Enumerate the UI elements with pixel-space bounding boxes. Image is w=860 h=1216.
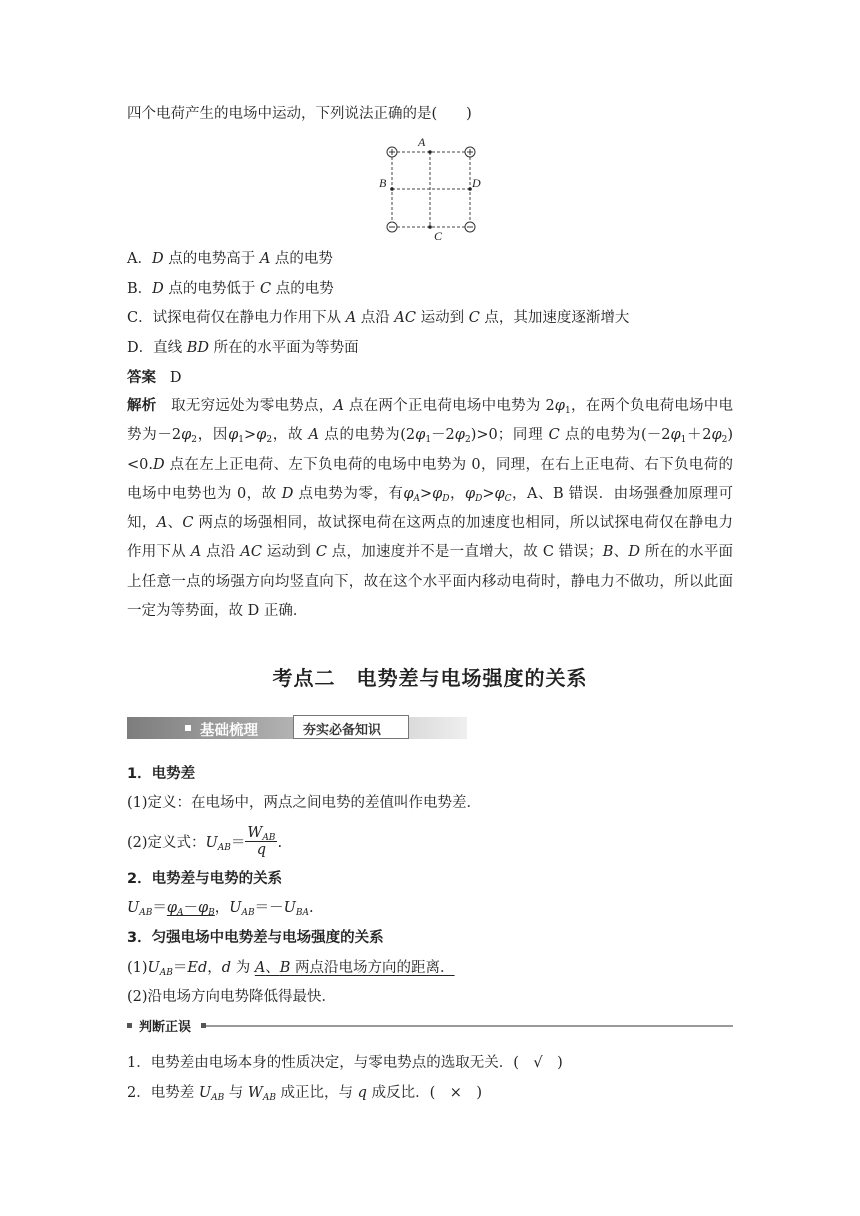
v: φ xyxy=(181,427,192,444)
t: 、 xyxy=(167,515,183,532)
answer-value: D xyxy=(169,370,182,386)
option-prefix: A． xyxy=(127,251,152,267)
judge-item-2 xyxy=(127,1083,482,1103)
text: (2)定义式： xyxy=(127,835,206,851)
v: C xyxy=(182,515,194,532)
t: 所在的水平面上任意一点的场强方向均竖直向下，故在这个水平面内移动电荷时，静电力不做功，所以此面一定为等势面，故 D 正确． xyxy=(127,544,734,620)
explanation xyxy=(127,392,733,626)
t: ， xyxy=(449,485,465,502)
label-c: C xyxy=(434,229,443,243)
text: 成正比，与 xyxy=(275,1085,358,1101)
v: A xyxy=(333,398,344,414)
text: 2．电势差 xyxy=(127,1085,199,1101)
v: φ xyxy=(403,485,414,502)
text: 所在的水平面为等势面 xyxy=(209,340,359,356)
sub: AB xyxy=(241,908,255,918)
option-prefix: C． xyxy=(127,310,153,326)
section-title: 考点二 电势差与电场强度的关系 xyxy=(272,666,588,690)
v: D xyxy=(628,544,641,561)
text: 点的电势高于 xyxy=(163,251,260,267)
v: φ xyxy=(454,427,465,444)
negative-charge-bottom-left xyxy=(387,222,397,232)
k1-heading: 1．电势差 xyxy=(127,766,196,782)
t: 点，加速度并不是一直增大，故 C 错误； xyxy=(326,544,603,561)
option-d xyxy=(127,338,359,358)
s: A xyxy=(413,493,420,504)
v: A xyxy=(156,515,168,532)
text: 点，其加速度逐渐增大 xyxy=(479,310,630,326)
fraction xyxy=(245,825,277,858)
s: D xyxy=(475,493,483,504)
t: > xyxy=(244,427,257,444)
explanation-label: 解析 xyxy=(127,398,157,414)
underlined-answer xyxy=(255,960,455,976)
s: C xyxy=(504,493,512,504)
s: 2 xyxy=(191,435,198,446)
judge-item-1: 1．电势差由电场本身的性质决定，与零电势点的选取无关．( √ ) xyxy=(127,1055,563,1071)
text: 为 xyxy=(231,960,255,976)
text: 、 xyxy=(265,960,280,976)
text: ， xyxy=(207,960,222,976)
k3-item-1 xyxy=(127,958,455,978)
v: φ xyxy=(256,427,267,444)
text: 运动到 xyxy=(416,310,469,326)
k3-item-2: (2)沿电场方向电势降低得最快． xyxy=(127,989,337,1005)
t: ，A、B 错误．由场强叠加原理可知， xyxy=(127,485,733,532)
t: 点在左上正电荷、左下负电荷的电场中电势为 0，同理，在右上正电荷、右下负电荷的电场中电势也为 0，故 xyxy=(127,456,733,502)
sub: BA xyxy=(295,908,310,918)
s: 2 xyxy=(464,435,471,446)
t: )>0；同理 xyxy=(470,427,549,444)
section-banner xyxy=(127,713,467,743)
text: 试探电荷仅在静电力作用下从 xyxy=(152,310,346,326)
banner-left-label: 基础梳理 xyxy=(200,723,258,739)
var: U xyxy=(229,900,242,916)
v: φ xyxy=(711,427,722,444)
v: φ xyxy=(432,485,443,502)
v: B xyxy=(602,544,614,561)
var: B xyxy=(279,960,291,976)
var: W xyxy=(247,824,263,841)
option-c xyxy=(127,308,629,328)
judge-rule xyxy=(201,1025,733,1027)
t: 取无穷远处为零电势点， xyxy=(171,398,334,414)
sub: AB xyxy=(217,843,231,853)
v: D xyxy=(152,456,165,473)
v: C xyxy=(315,544,327,561)
t: 、 xyxy=(613,544,629,561)
banner-right-label: 夯实必备知识 xyxy=(303,723,382,738)
text: ＝ xyxy=(152,900,167,916)
var: q xyxy=(357,1085,367,1101)
sub: B xyxy=(208,908,215,918)
s: 1 xyxy=(680,435,687,446)
s: 2 xyxy=(266,435,273,446)
v: φ xyxy=(494,485,505,502)
text: 点的电势 xyxy=(271,281,334,297)
t: －2 xyxy=(431,427,455,444)
k1-formula xyxy=(127,824,282,862)
label-a: A xyxy=(418,135,426,149)
label-d: D xyxy=(472,176,481,190)
text: 直线 xyxy=(153,340,187,356)
var: AC xyxy=(394,310,416,326)
v: φ xyxy=(670,427,681,444)
text: ＝ xyxy=(230,835,246,851)
t: ，在两个负电荷电场中电势为－2 xyxy=(127,398,734,444)
charge-diagram xyxy=(378,132,484,244)
t: ，故 xyxy=(272,427,309,444)
negative-charge-bottom-right xyxy=(465,222,475,232)
text: ＝ xyxy=(172,960,188,976)
k3-heading: 3．匀强电场中电势差与电场强度的关系 xyxy=(127,930,384,946)
text: ＝－ xyxy=(254,900,284,916)
sub: AB xyxy=(262,832,276,843)
sub: AB xyxy=(139,908,153,918)
judge-rule-square-icon xyxy=(201,1023,206,1028)
t: 点的电势为(2 xyxy=(318,427,416,444)
var: A xyxy=(259,251,271,267)
text: . xyxy=(309,900,314,916)
answer xyxy=(127,368,181,388)
v: A xyxy=(190,544,202,561)
t: 点电势为零，有 xyxy=(293,485,404,502)
var: q xyxy=(256,841,267,858)
t: 两点的场强相同，故试探电荷在这两点的加速度也相同，所以试探电荷仅在静电力作用下从 xyxy=(127,515,734,561)
text: 成反比．( × ) xyxy=(366,1085,483,1101)
v: φ xyxy=(415,427,426,444)
k1-definition: (1)定义：在电场中，两点之间电势的差值叫作电势差． xyxy=(127,795,482,811)
s: 1 xyxy=(238,435,245,446)
option-prefix: B． xyxy=(127,281,153,297)
v: φ xyxy=(554,398,565,414)
text: 点的电势 xyxy=(270,251,333,267)
answer-label: 答案 xyxy=(127,370,156,386)
text: . xyxy=(277,835,283,851)
text: 两点沿电场方向的距离． xyxy=(290,960,455,976)
option-prefix: D． xyxy=(127,340,154,356)
s: 2 xyxy=(721,435,728,446)
positive-charge-top-left xyxy=(387,147,397,157)
point-c xyxy=(428,225,432,229)
var: d xyxy=(221,960,232,976)
t: )<0. xyxy=(127,427,734,473)
var: D xyxy=(151,251,164,267)
text: － xyxy=(183,900,199,916)
text: 点的电势低于 xyxy=(163,281,261,297)
var: E xyxy=(187,960,198,976)
var: U xyxy=(127,900,140,916)
var: A xyxy=(254,960,266,976)
text: (1) xyxy=(127,960,148,976)
var: U xyxy=(147,960,160,976)
question-stem: 四个电荷产生的电场中运动，下列说法正确的是( ) xyxy=(127,106,472,122)
v: φ xyxy=(464,485,476,502)
label-b: B xyxy=(379,176,387,190)
var: U xyxy=(205,835,218,851)
v: C xyxy=(548,427,560,444)
s: 1 xyxy=(564,406,571,416)
t: 点的电势为(－2 xyxy=(559,427,671,444)
text: ， xyxy=(214,900,230,916)
t: ＋2 xyxy=(686,427,712,444)
t: 点沿 xyxy=(201,544,241,561)
text: 与 xyxy=(224,1085,248,1101)
var: C xyxy=(260,281,272,297)
point-a xyxy=(428,150,432,154)
judge-title: 判断正误 xyxy=(139,1020,192,1035)
var: d xyxy=(198,960,208,976)
option-a xyxy=(127,249,333,269)
var: C xyxy=(468,310,480,326)
t: > xyxy=(482,485,495,502)
k2-heading: 2．电势差与电势的关系 xyxy=(127,871,283,887)
var: φ xyxy=(166,900,178,916)
sub: A xyxy=(177,908,184,918)
t: > xyxy=(419,485,433,502)
point-b xyxy=(390,187,394,191)
v: A xyxy=(308,427,319,444)
text: 点沿 xyxy=(356,310,395,326)
var: U xyxy=(198,1085,212,1101)
v: D xyxy=(281,485,294,502)
judge-square-icon xyxy=(127,1023,132,1028)
var: φ xyxy=(198,900,209,916)
underlined-answer xyxy=(167,900,215,916)
sub: AB xyxy=(262,1093,276,1103)
var: U xyxy=(283,900,296,916)
var: D xyxy=(152,281,164,297)
var: BD xyxy=(186,340,210,356)
v: φ xyxy=(228,427,239,444)
v: AC xyxy=(240,544,262,561)
positive-charge-top-right xyxy=(465,147,475,157)
option-b xyxy=(127,279,334,299)
banner-square-icon xyxy=(185,725,191,731)
k2-formula xyxy=(127,898,314,918)
s: 1 xyxy=(425,435,432,446)
sub: AB xyxy=(159,968,173,978)
judge-header xyxy=(127,1018,733,1034)
t: ，因 xyxy=(197,427,229,444)
t: 点在两个正电荷电场中电势为 2 xyxy=(343,398,555,414)
sub: AB xyxy=(211,1093,225,1103)
s: D xyxy=(442,493,450,504)
var: W xyxy=(247,1085,263,1101)
t: 运动到 xyxy=(261,544,316,561)
var: A xyxy=(345,310,357,326)
